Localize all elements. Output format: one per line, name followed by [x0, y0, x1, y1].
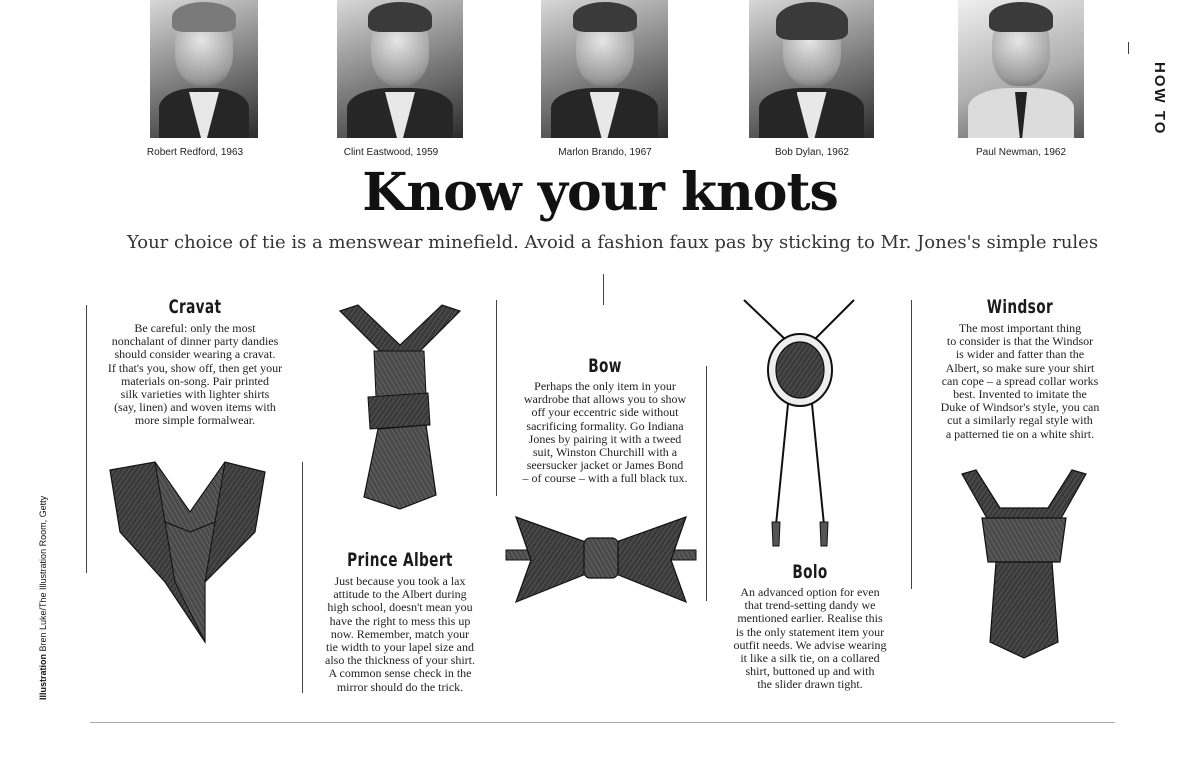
photo-robert-redford — [150, 0, 258, 138]
bolo-heading: Bolo — [792, 561, 828, 583]
cravat-text: Be careful: only the most nonchalant of dinner party dandies should consider wearing a cravat. If that's you, show off, then get your materials on-song. Pair printed silk varieties with lighter shirts (say, linen) and woven items with more simple formalwear. — [107, 321, 283, 428]
page-title: Know your knots — [362, 162, 838, 223]
photo-caption: Paul Newman, 1962 — [975, 147, 1067, 158]
prince-albert-text: Just because you took a lax attitude to the Albert during high school, doesn't mean you have the right to mess this up now. Remember, match your tie width to your lapel size and also the thickness of your shirt. A common sense check in the mirror should do the trick. — [325, 574, 475, 694]
section-label: HOW TO — [1151, 62, 1168, 136]
prince-albert-illustration — [338, 305, 462, 510]
divider — [911, 300, 912, 589]
prince-albert-heading: Prince Albert — [347, 549, 453, 571]
cravat-illustration — [105, 462, 270, 647]
photo-caption: Marlon Brando, 1967 — [558, 147, 652, 158]
divider — [1128, 42, 1129, 54]
windsor-text: The most important thing to consider is that the Windsor is wider and fatter than the Albert, so make sure your shirt can cope – a spread collar works best. Invented to imitate the Duke of Windsor's style, you can cut a similarly regal style with a patterned tie on a white shirt. — [940, 321, 1100, 441]
photo-paul-newman — [958, 0, 1084, 138]
divider — [603, 274, 604, 305]
divider — [86, 305, 87, 573]
photo-clint-eastwood — [337, 0, 463, 138]
photo-caption: Robert Redford, 1963 — [146, 147, 244, 158]
bolo-text: An advanced option for even that trend-setting dandy we mentioned earlier. Realise this is the only statement item your outfit needs. We advise wearing it like a silk tie, on a collared shirt, buttoned up and with the slider drawn tight. — [733, 585, 887, 692]
photo-bob-dylan — [749, 0, 874, 138]
photo-marlon-brando — [541, 0, 668, 138]
photo-caption: Bob Dylan, 1962 — [775, 147, 849, 158]
bow-heading: Bow — [588, 355, 622, 377]
page-subtitle: Your choice of tie is a menswear minefield. Avoid a fashion faux pas by sticking to Mr. Jones's simple rules — [126, 232, 1099, 253]
windsor-illustration — [960, 470, 1088, 660]
bow-illustration — [506, 512, 696, 607]
bottom-rule — [90, 722, 1115, 723]
bolo-illustration — [742, 300, 857, 550]
photo-caption: Clint Eastwood, 1959 — [343, 147, 439, 158]
windsor-heading: Windsor — [986, 296, 1054, 318]
divider — [496, 300, 497, 496]
bow-text: Perhaps the only item in your wardrobe that allows you to show off your eccentric side without sacrificing formality. Go Indiana Jones by pairing it with a tweed suit, Winston Churchill with a seersucker jacket or James Bond – of course – with a full black tux. — [522, 379, 688, 486]
cravat-heading: Cravat — [168, 296, 222, 318]
